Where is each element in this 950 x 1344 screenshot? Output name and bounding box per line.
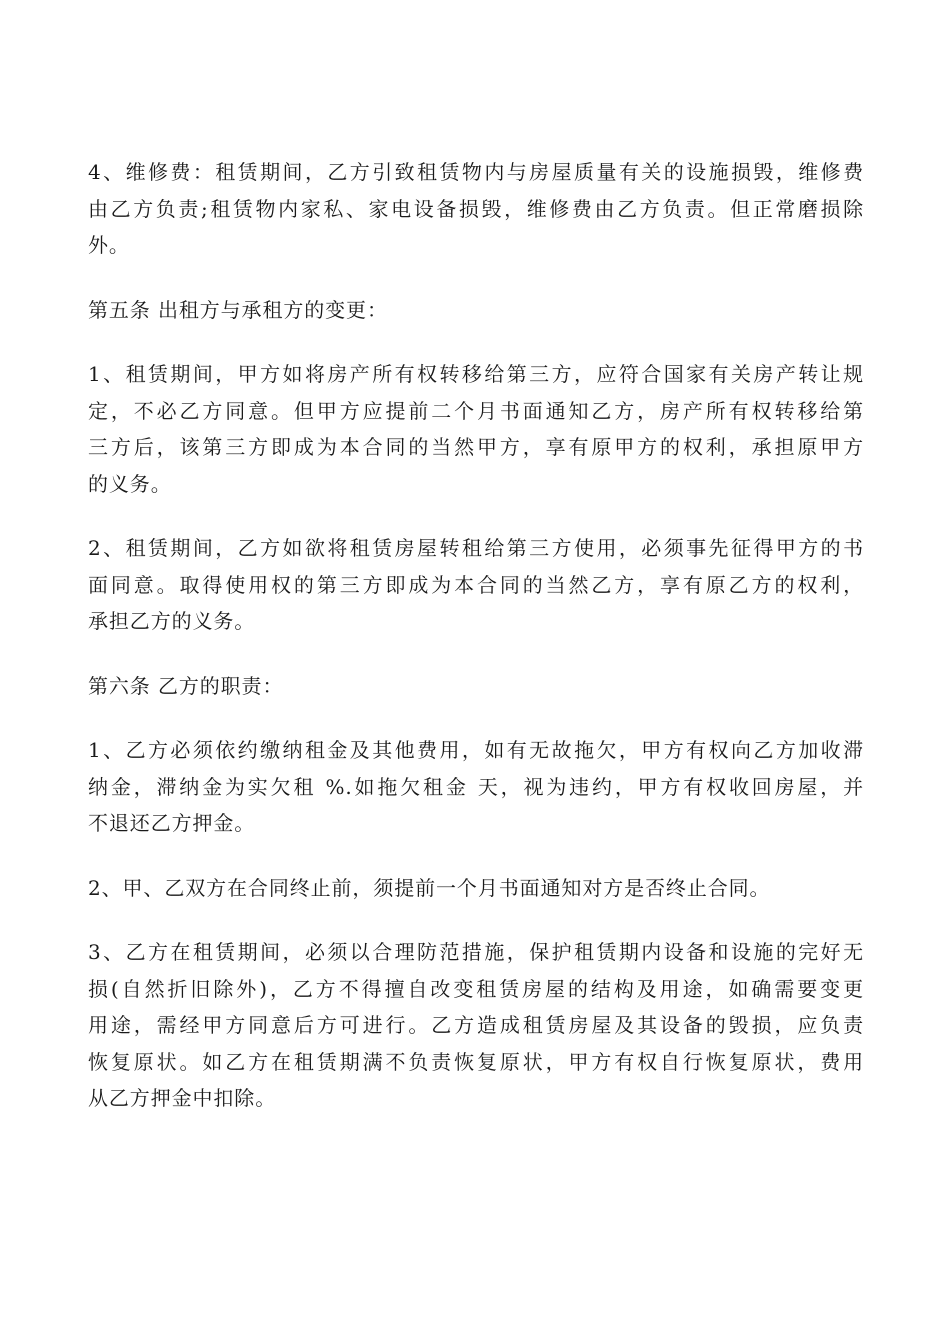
text-line: 纳金，滞纳金为实欠租 %.如拖欠租金 天，视为违约，甲方有权收回房屋，并 bbox=[88, 774, 864, 799]
text-line: 损(自然折旧除外)，乙方不得擅自改变租赁房屋的结构及用途，如确需要变更 bbox=[88, 976, 864, 1001]
text-line: 第五条 出租方与承租方的变更： bbox=[88, 297, 388, 322]
text-line: 第六条 乙方的职责： bbox=[88, 673, 284, 698]
text-line: 用途，需经甲方同意后方可进行。乙方造成租赁房屋及其设备的毁损，应负责 bbox=[88, 1013, 864, 1037]
text-line: 2、甲、乙双方在合同终止前，须提前一个月书面通知对方是否终止合同。 bbox=[88, 875, 771, 900]
paragraph-article-5-item-2 bbox=[88, 530, 864, 640]
paragraph-article-6-item-1 bbox=[88, 732, 864, 842]
paragraph-article-6-item-2 bbox=[88, 870, 864, 907]
text-line: 2、租赁期间，乙方如欲将租赁房屋转租给第三方使用，必须事先征得甲方的书 bbox=[88, 536, 864, 560]
document-body bbox=[88, 154, 864, 1145]
text-line: 1、乙方必须依约缴纳租金及其他费用，如有无故拖欠，甲方有权向乙方加收滞 bbox=[88, 738, 864, 762]
section-heading-article-5 bbox=[88, 292, 864, 329]
paragraph-article-5-item-1 bbox=[88, 356, 864, 502]
text-line: 承担乙方的义务。 bbox=[88, 609, 256, 633]
text-line: 的义务。 bbox=[88, 471, 172, 496]
text-line: 不退还乙方押金。 bbox=[88, 811, 256, 835]
text-line: 三方后，该第三方即成为本合同的当然甲方，享有原甲方的权利，承担原甲方 bbox=[88, 435, 864, 459]
text-line: 由乙方负责;租赁物内家私、家电设备损毁，维修费由乙方负责。但正常磨损除 bbox=[88, 196, 864, 221]
text-line: 1、租赁期间，甲方如将房产所有权转移给第三方，应符合国家有关房产转让规 bbox=[88, 362, 864, 386]
text-line: 4、维修费：租赁期间，乙方引致租赁物内与房屋质量有关的设施损毁，维修费 bbox=[88, 160, 864, 184]
text-line: 面同意。取得使用权的第三方即成为本合同的当然乙方，享有原乙方的权利， bbox=[88, 572, 864, 597]
paragraph-article-6-item-3 bbox=[88, 934, 864, 1117]
section-heading-article-6 bbox=[88, 668, 864, 705]
text-line: 定，不必乙方同意。但甲方应提前二个月书面通知乙方，房产所有权转移给第 bbox=[88, 398, 864, 423]
text-line: 恢复原状。如乙方在租赁期满不负责恢复原状，甲方有权自行恢复原状，费用 bbox=[88, 1049, 864, 1074]
paragraph-repair-fee bbox=[88, 154, 864, 264]
text-line: 3、乙方在租赁期间，必须以合理防范措施，保护租赁期内设备和设施的完好无 bbox=[88, 940, 864, 964]
text-line: 外。 bbox=[88, 233, 130, 257]
text-line: 从乙方押金中扣除。 bbox=[88, 1086, 277, 1110]
